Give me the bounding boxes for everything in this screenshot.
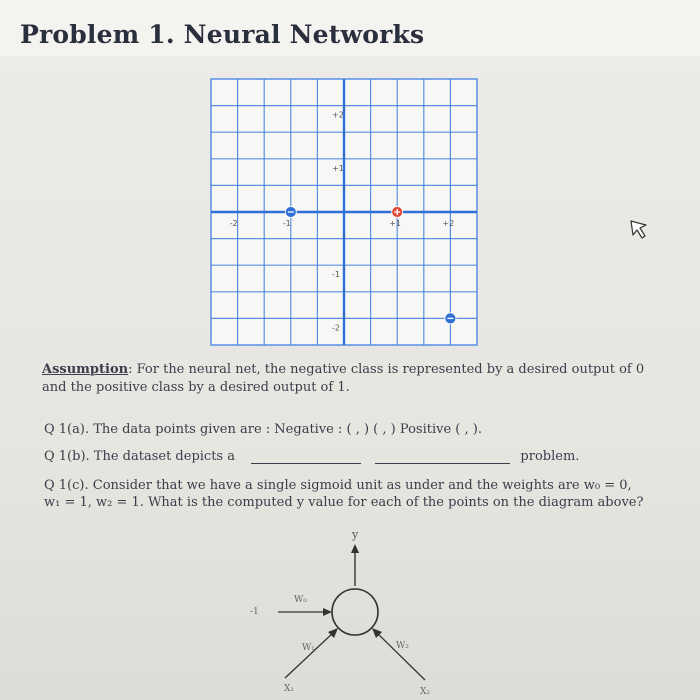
w2-label: W₂ xyxy=(396,641,409,651)
sigmoid-unit-diagram xyxy=(230,528,470,700)
x-tick-label: +1 xyxy=(389,219,401,228)
x-tick-label: -2 xyxy=(229,219,238,228)
assumption-line-2: and the positive class by a desired output of 1. xyxy=(42,380,350,395)
w1-label: W₁ xyxy=(302,643,315,653)
y-tick-label: +2 xyxy=(332,110,344,120)
question-1c-line-2: w₁ = 1, w₂ = 1. What is the computed y value for each of the points on the diagram above? xyxy=(44,495,644,510)
w0-label: W₀ xyxy=(294,595,307,605)
question-1b-suffix: problem. xyxy=(520,449,580,464)
question-1c-line-1: Q 1(c). Consider that we have a single sigmoid unit as under and the weights are w₀ = 0, xyxy=(44,478,632,493)
x2-label: X₂ xyxy=(420,687,431,697)
x1-label: X₁ xyxy=(284,684,295,694)
output-arrowhead xyxy=(351,544,359,553)
x-tick-label: +2 xyxy=(442,219,455,228)
x-tick-label: -1 xyxy=(282,219,291,228)
x1-edge xyxy=(285,632,334,678)
y-tick-label: -2 xyxy=(332,323,340,333)
bias-arrowhead xyxy=(323,608,332,616)
answer-blank-1[interactable] xyxy=(251,462,361,464)
question-1a: Q 1(a). The data points given are : Negative : ( , ) ( , ) Positive ( , ). xyxy=(44,422,482,437)
bias-input-label: -1 xyxy=(250,607,259,617)
assumption-text-1: : For the neural net, the negative class is represented by a desired output of 0 xyxy=(128,362,645,377)
page-title: Problem 1. Neural Networks xyxy=(20,20,425,49)
mouse-pointer-icon xyxy=(628,218,652,242)
question-1b xyxy=(44,449,579,464)
question-1b-prefix: Q 1(b). The dataset depicts a xyxy=(44,449,235,464)
output-label: y xyxy=(352,528,359,541)
y-tick-label: +1 xyxy=(332,163,344,173)
coordinate-grid xyxy=(205,75,485,350)
answer-blank-2[interactable] xyxy=(375,462,510,464)
y-tick-label: -1 xyxy=(332,270,340,280)
sigmoid-neuron xyxy=(332,589,378,635)
x2-edge xyxy=(376,632,425,680)
assumption-label: Assumption xyxy=(42,362,129,377)
assumption-line-1 xyxy=(42,362,644,377)
